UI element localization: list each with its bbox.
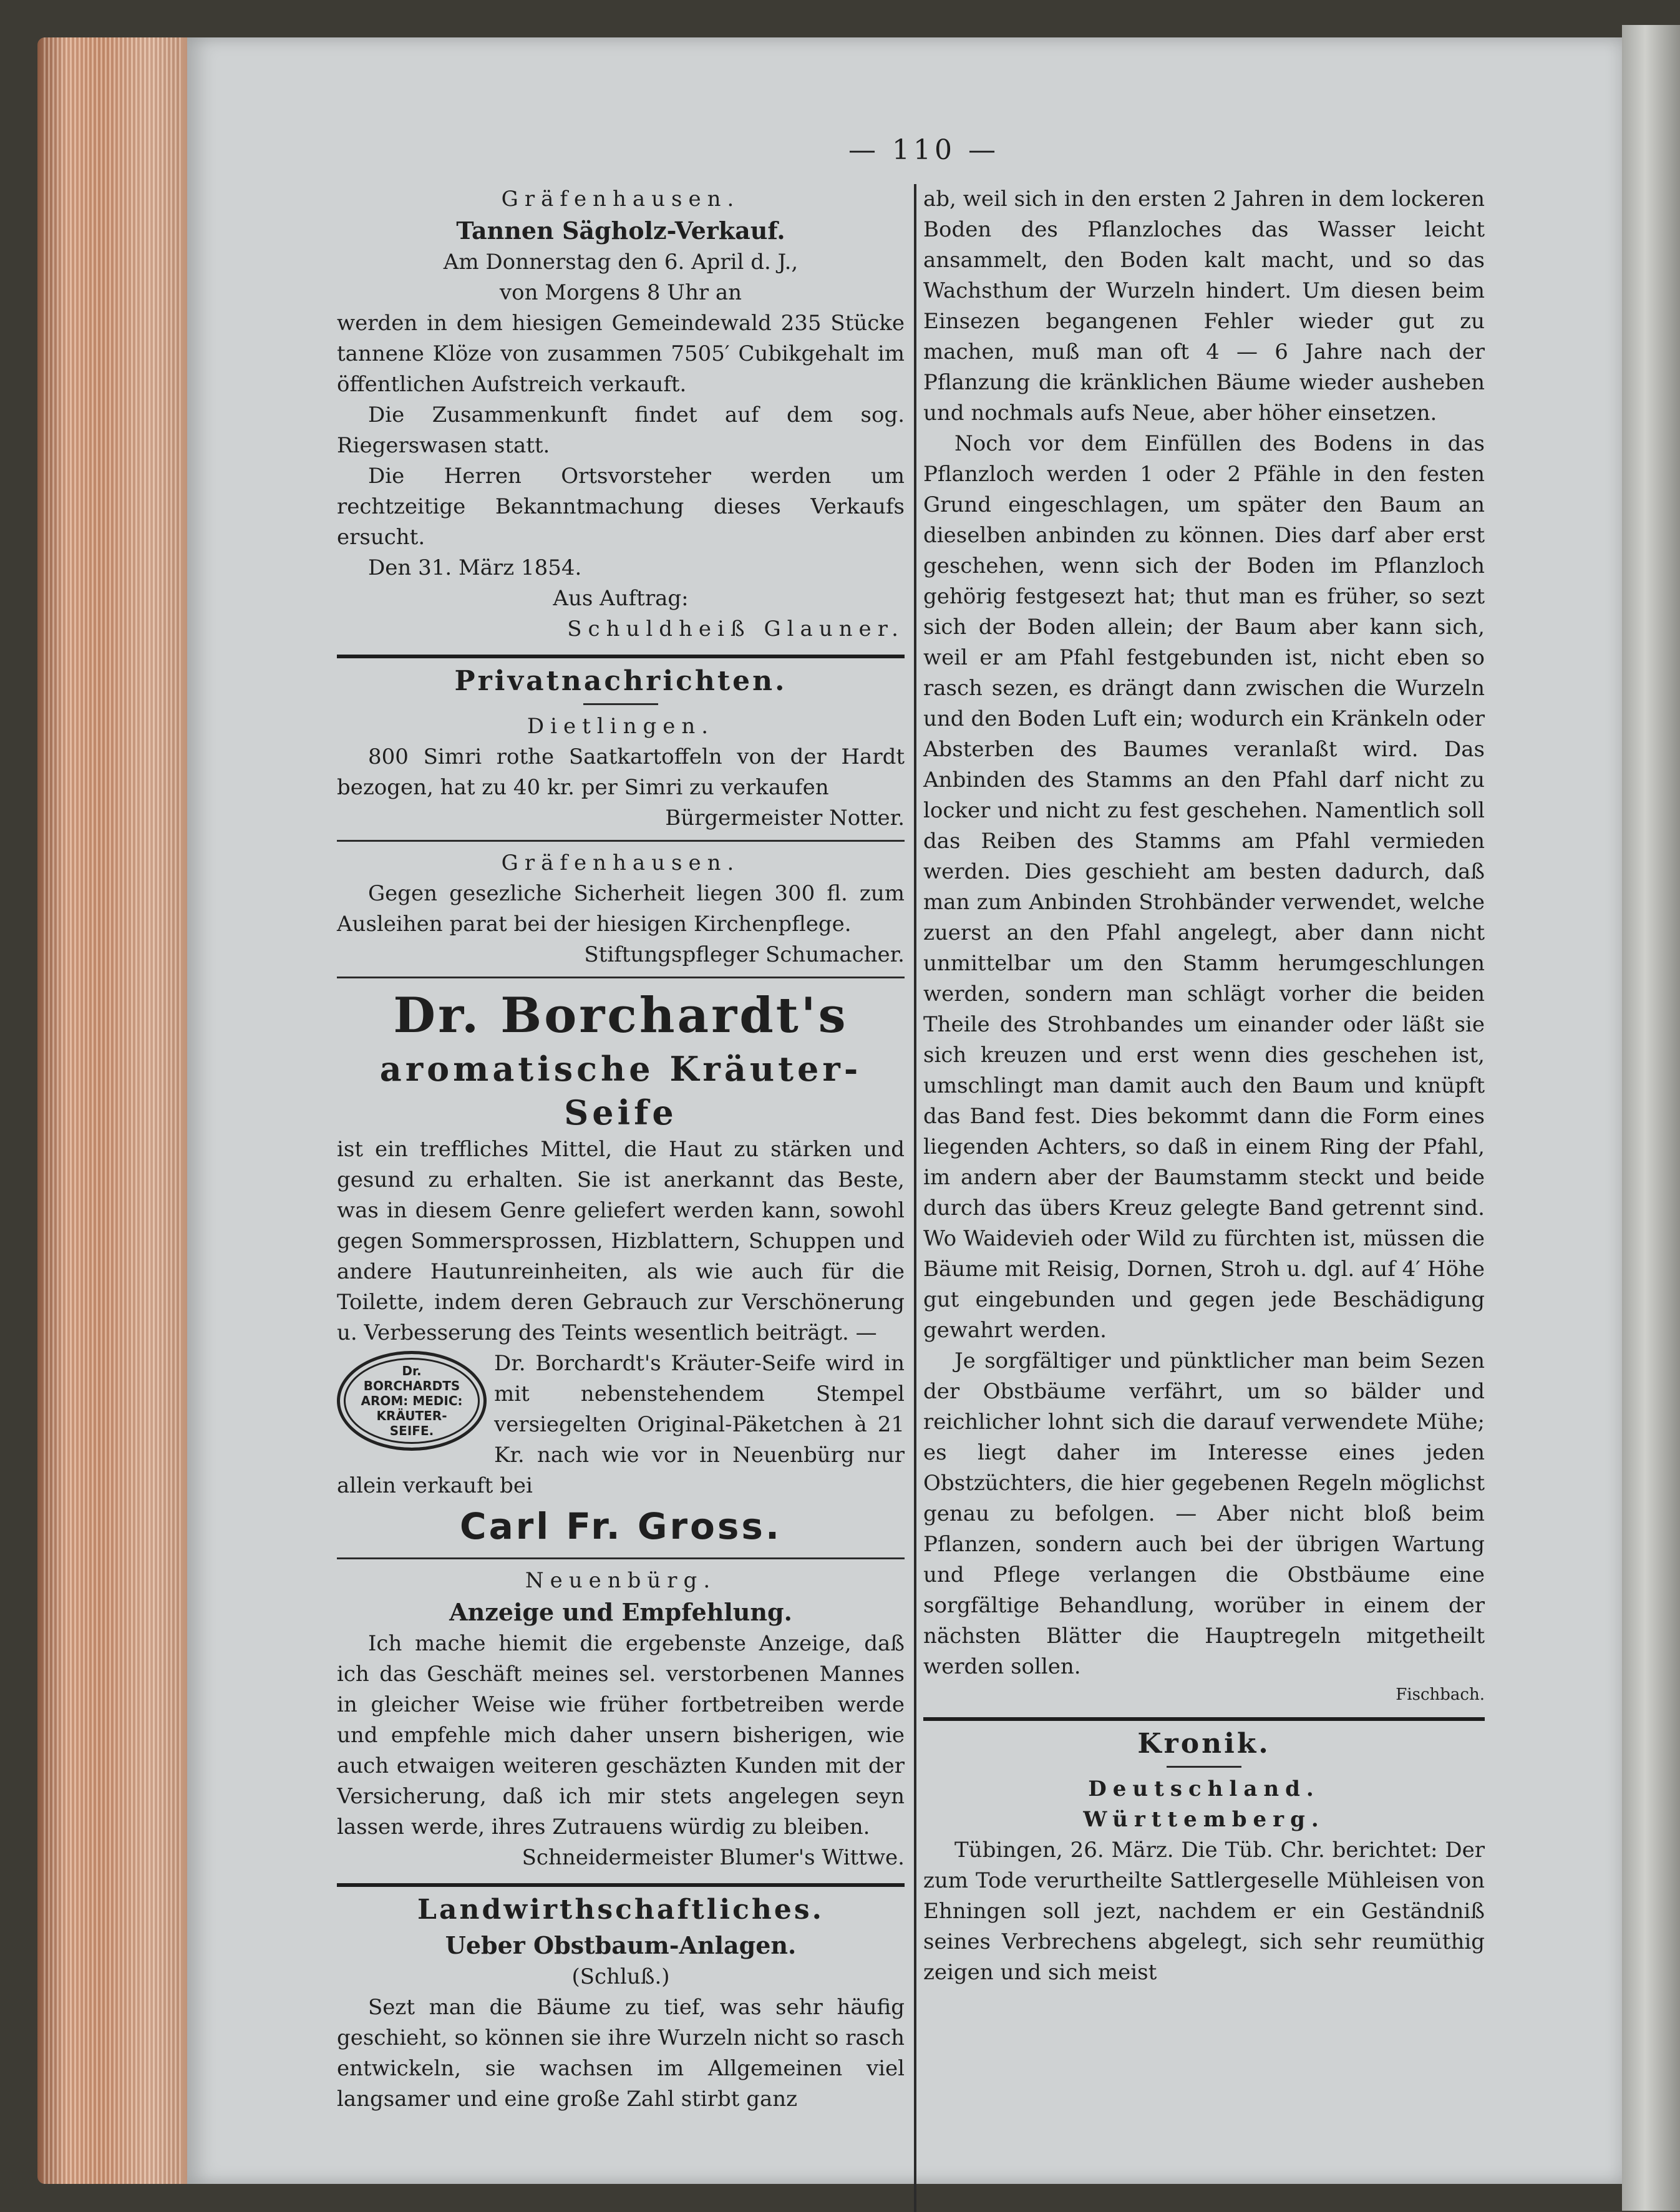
section-heading-private: Privatnachrichten. <box>454 665 787 697</box>
article-paragraph: Je sorgfältiger und pünktlicher man beim Sezen der Obstbäume verfährt, um so bälder und reichlicher lohnt sich die darauf verwendete Mühe; es liegt daher im Interesse eines jeden Obstzüchters, die hier gegebenen Regeln möglichst genau zu befolgen. — Aber nicht bloß beim Pflanzen, sondern auch bei der übrigen Wartung und Pflege verlangen die Obstbäume eine sorgfältige Behandlung, worüber in einem der nächsten Blätter die Hauptregeln mitgetheilt werden sollen. <box>923 1348 1485 1679</box>
ad-body: ist ein treffliches Mittel, die Haut zu stärken und gesund zu erhalten. Sie ist anerkannt das Beste, was in diesem Genre geliefert werden kann, sowohl gegen Sommersprossen, Hizblattern, Schuppen und andere Hautunreinheiten, als wie auch für die Toilette, indem deren Gebrauch zur Verschönerung u. Verbesserung des Teints wesentlich beiträgt. — <box>337 1137 905 1345</box>
section-rule <box>923 1717 1485 1721</box>
notice-date: Den 31. März 1854. <box>368 555 582 580</box>
place-name: Gräfenhausen. <box>501 187 740 212</box>
potato-ad <box>337 711 905 834</box>
timber-sale-notice <box>337 184 905 645</box>
ad-body: Ich mache hiemit die ergebenste Anzeige, daß ich das Geschäft meines sel. verstorbenen Mannes in gleicher Weise wie früher fortbetreiben werde und empfehle mich daher unsern bisherigen, wie auch etwaigen weiteren geschäzten Kunden mit der Versicherung, daß ich mir stets angelegen seyn lassen werde, ihres Zutrauens würdig zu bleiben. <box>337 1631 905 1839</box>
ad-separator <box>337 840 905 842</box>
column-divider <box>914 184 916 2212</box>
page-number: — 110 — <box>848 134 999 166</box>
ad-body-continued: Dr. Borchardt's Kräuter-Seife wird in mit nebenstehendem Stempel versiegelten Original-Päketchen à 21 Kr. nach wie vor in Neuenbürg nur allein verkauft bei <box>337 1351 905 1498</box>
article-title: Ueber Obstbaum-Anlagen. <box>445 1931 797 1959</box>
merchant-name: Carl Fr. Gross. <box>460 1505 782 1547</box>
ad-separator <box>337 1557 905 1559</box>
meeting-info: Die Zusammenkunft findet auf dem sog. Riegerswasen statt. <box>337 402 905 458</box>
news-item: Tübingen, 26. März. Die Tüb. Chr. berichtet: Der zum Tode verurtheilte Sattlergeselle Mühleisen von Ehningen soll jezt, nachdem er ein Geständniß seines Verbrechens abgelegt, sich sehr reumüthig zeigen und sich meist <box>923 1838 1485 1985</box>
notice-request: Die Herren Ortsvorsteher werden um rechtzeitige Bekanntmachung dieses Verkaufs ersucht. <box>337 464 905 550</box>
signature: Schuldheiß Glauner. <box>567 616 905 641</box>
commission-line: Aus Auftrag: <box>553 586 689 611</box>
short-rule <box>583 703 658 705</box>
ad-subtitle: aromatische Kräuter-Seife <box>379 1049 862 1133</box>
signature: Stiftungspfleger Schumacher. <box>584 942 905 967</box>
section-heading-chronicle: Kronik. <box>1137 1728 1271 1760</box>
loan-ad <box>337 848 905 970</box>
country-heading: Deutschland. <box>1088 1776 1320 1801</box>
tailor-ad <box>337 1566 905 1873</box>
seal-stamp-icon <box>337 1351 487 1451</box>
signature: Schneidermeister Blumer's Wittwe. <box>522 1845 905 1870</box>
place-name: Neuenbürg. <box>525 1568 717 1593</box>
adjacent-page-edge <box>1622 25 1680 2211</box>
notice-body: werden in dem hiesigen Gemeindewald 235 Stücke tannene Klöze von zusammen 7505′ Cubikgehalt im öffentlichen Aufstreich verkauft. <box>337 311 905 397</box>
article-body: Sezt man die Bäume zu tief, was sehr häufig geschieht, so können sie ihre Wurzeln nicht so rasch entwickeln, sie wachsen im Allgemeinen viel langsamer und eine große Zahl stirbt ganz <box>337 1995 905 2112</box>
signature: Bürgermeister Notter. <box>665 806 905 831</box>
seal-text: Dr. BORCHARDTS AROM: MEDIC: KRÄUTER- SEIFE. <box>361 1363 463 1438</box>
ad-body: 800 Simri rothe Saatkartoffeln von der Hardt bezogen, hat zu 40 kr. per Simri zu verkaufen <box>337 744 905 800</box>
place-name: Gräfenhausen. <box>501 850 740 875</box>
time-line: von Morgens 8 Uhr an <box>499 280 742 305</box>
left-column <box>337 184 905 2115</box>
soap-ad <box>337 985 905 1551</box>
ad-body-with-seal <box>337 1348 905 1501</box>
section-rule <box>337 655 905 658</box>
article-paragraph: ab, weil sich in den ersten 2 Jahren in dem lockeren Boden des Pflanzloches das Wasser leicht ansammelt, den Boden kalt macht, und so das Wachsthum der Wurzeln hindert. Um diesen beim Einsezen begangenen Fehler wieder gut zu machen, muß man oft 4 — 6 Jahre nach der Pflanzung die kränklichen Bäume wieder ausheben und nochmals aufs Neue, aber höher einsetzen. <box>923 187 1485 426</box>
state-heading: Württemberg. <box>1083 1807 1325 1832</box>
section-rule <box>337 1883 905 1887</box>
short-rule <box>1167 1766 1241 1768</box>
right-column <box>923 184 1485 1988</box>
ad-title: Dr. Borchardt's <box>393 987 848 1044</box>
article-paragraph: Noch vor dem Einfüllen des Bodens in das Pflanzloch werden 1 oder 2 Pfähle in den festen Grund eingeschlagen, um später den Baum an dieselben anbinden zu können. Dies darf aber erst geschehen, wenn sich der Boden im Pflanzloch gehörig festgesezt hat; thut man es früher, so sezt sich der Boden allein; der Baum aber kann sich, weil er am Pfahl festgebunden ist, nicht eben so rasch sezen, es drängt dann zwischen die Wurzeln und den Boden Luft ein; wodurch ein Kränkeln oder Absterben des Baumes veranlaßt wird. Das Anbinden des Stamms an den Pfahl darf nicht zu locker und nicht zu fest geschehen. Namentlich soll das Reiben des Stamms am Pfahl vermieden werden. Dies geschieht am besten dadurch, daß man zum Anbinden Strohbänder verwendet, welche zuerst an den Pfahl angelegt, aber dann nicht unmittelbar um den Stamm herumgeschlungen werden, sondern man schlägt vorher die beiden Theile des Strohbandes um einander oder läßt sie sich kreuzen und erst wenn dies geschehen ist, umschlingt man damit auch den Baum und knüpft das Band fest. Dies bekommt dann die Form eines liegenden Achters, so daß in einem Ring der Pfahl, im andern aber der Baumstamm steckt und beide durch das übers Kreuz gelegte Band getrennt sind. Wo Waidevieh oder Wild zu fürchten ist, müssen die Bäume mit Reisig, Dornen, Stroh u. dgl. auf 4′ Höhe gut eingebunden und gegen jede Beschädigung gewahrt werden. <box>923 431 1485 1343</box>
place-name: Dietlingen. <box>527 714 715 739</box>
ad-body: Gegen gesezliche Sicherheit liegen 300 fl. zum Ausleihen parat bei der hiesigen Kirchenpflege. <box>337 881 905 937</box>
section-heading-agriculture: Landwirthschaftliches. <box>417 1894 824 1926</box>
notice-title: Tannen Sägholz-Verkauf. <box>456 217 785 245</box>
ad-title: Anzeige und Empfehlung. <box>449 1598 792 1626</box>
article-subtitle: (Schluß.) <box>571 1964 670 1989</box>
book-page-edges <box>37 37 200 2184</box>
ad-separator <box>337 977 905 978</box>
date-line: Am Donnerstag den 6. April d. J., <box>443 250 799 275</box>
article-author: Fischbach. <box>1396 1685 1485 1704</box>
